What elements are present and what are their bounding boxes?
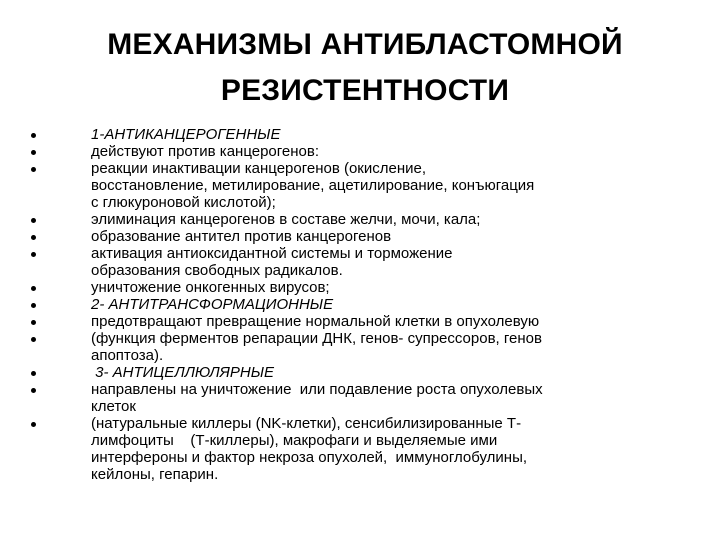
item-line: образования свободных радикалов.	[91, 262, 343, 279]
item-text	[91, 330, 701, 364]
bullet-icon	[31, 422, 36, 427]
bullet-list	[0, 126, 720, 483]
list-item	[0, 330, 720, 364]
item-text	[91, 381, 701, 415]
bullet-icon	[31, 150, 36, 155]
list-item	[0, 245, 720, 279]
bullet-icon	[31, 235, 36, 240]
item-line: предотвращают превращение нормальной клетки в опухолевую	[91, 313, 540, 330]
item-line: восстановление, метилирование, ацетилирование, конъюгация	[91, 177, 535, 194]
bullet-icon	[31, 371, 36, 376]
bullet-icon	[31, 252, 36, 257]
heading-antitransformacionnye	[91, 296, 701, 313]
bullet-icon	[31, 320, 36, 325]
list-item	[0, 143, 720, 160]
item-line: направлены на уничтожение или подавление роста опухолевых	[91, 381, 543, 398]
item-line: реакции инактивации канцерогенов (окисление,	[91, 160, 427, 177]
item-line: элиминация канцерогенов в составе желчи, мочи, кала;	[91, 211, 481, 228]
item-line: интерфероны и фактор некроза опухолей, иммуноглобулины,	[91, 449, 528, 466]
item-line: лимфоциты (Т-киллеры), макрофаги и выделяемые ими	[91, 432, 498, 449]
bullet-icon	[31, 218, 36, 223]
item-line: активация антиоксидантной системы и торможение	[91, 245, 453, 262]
list-item	[0, 126, 720, 143]
bullet-icon	[31, 133, 36, 138]
item-line: уничтожение онкогенных вирусов;	[91, 279, 330, 296]
list-item	[0, 279, 720, 296]
bullet-icon	[31, 303, 36, 308]
item-line: 3- АНТИЦЕЛЛЮЛЯРНЫЕ	[91, 364, 275, 381]
bullet-icon	[31, 286, 36, 291]
title-line-2: РЕЗИСТЕНТНОСТИ	[220, 74, 510, 107]
item-text	[91, 143, 701, 160]
list-item	[0, 160, 720, 211]
list-item	[0, 415, 720, 483]
item-line: (натуральные киллеры (NK-клетки), сенсибилизированные Т-	[91, 415, 522, 432]
list-item	[0, 211, 720, 228]
item-text	[91, 415, 701, 483]
item-line: (функция ферментов репарации ДНК, генов- супрессоров, генов	[91, 330, 542, 347]
item-line: с глюкуроновой кислотой);	[91, 194, 276, 211]
item-text	[91, 228, 701, 245]
slide-title	[30, 22, 700, 114]
item-text	[91, 211, 701, 228]
item-line: 2- АНТИТРАНСФОРМАЦИОННЫЕ	[91, 296, 334, 313]
item-line: образование антител против канцерогенов	[91, 228, 392, 245]
list-item	[0, 228, 720, 245]
bullet-icon	[31, 337, 36, 342]
list-item	[0, 381, 720, 415]
heading-anticellyulyarnye	[91, 364, 701, 381]
item-text	[91, 160, 701, 211]
item-line: действуют против канцерогенов:	[91, 143, 320, 160]
list-item	[0, 364, 720, 381]
item-text	[91, 279, 701, 296]
item-text	[91, 245, 701, 279]
bullet-icon	[31, 167, 36, 172]
item-line: клеток	[91, 398, 136, 415]
item-text	[91, 313, 701, 330]
item-line: кейлоны, гепарин.	[91, 466, 219, 483]
list-item	[0, 313, 720, 330]
list-item	[0, 296, 720, 313]
item-line: апоптоза).	[91, 347, 164, 364]
bullet-icon	[31, 388, 36, 393]
item-line: 1-АНТИКАНЦЕРОГЕННЫЕ	[91, 126, 281, 143]
title-line-1: МЕХАНИЗМЫ АНТИБЛАСТОМНОЙ	[107, 28, 623, 61]
heading-antikancerogennye	[91, 126, 701, 143]
